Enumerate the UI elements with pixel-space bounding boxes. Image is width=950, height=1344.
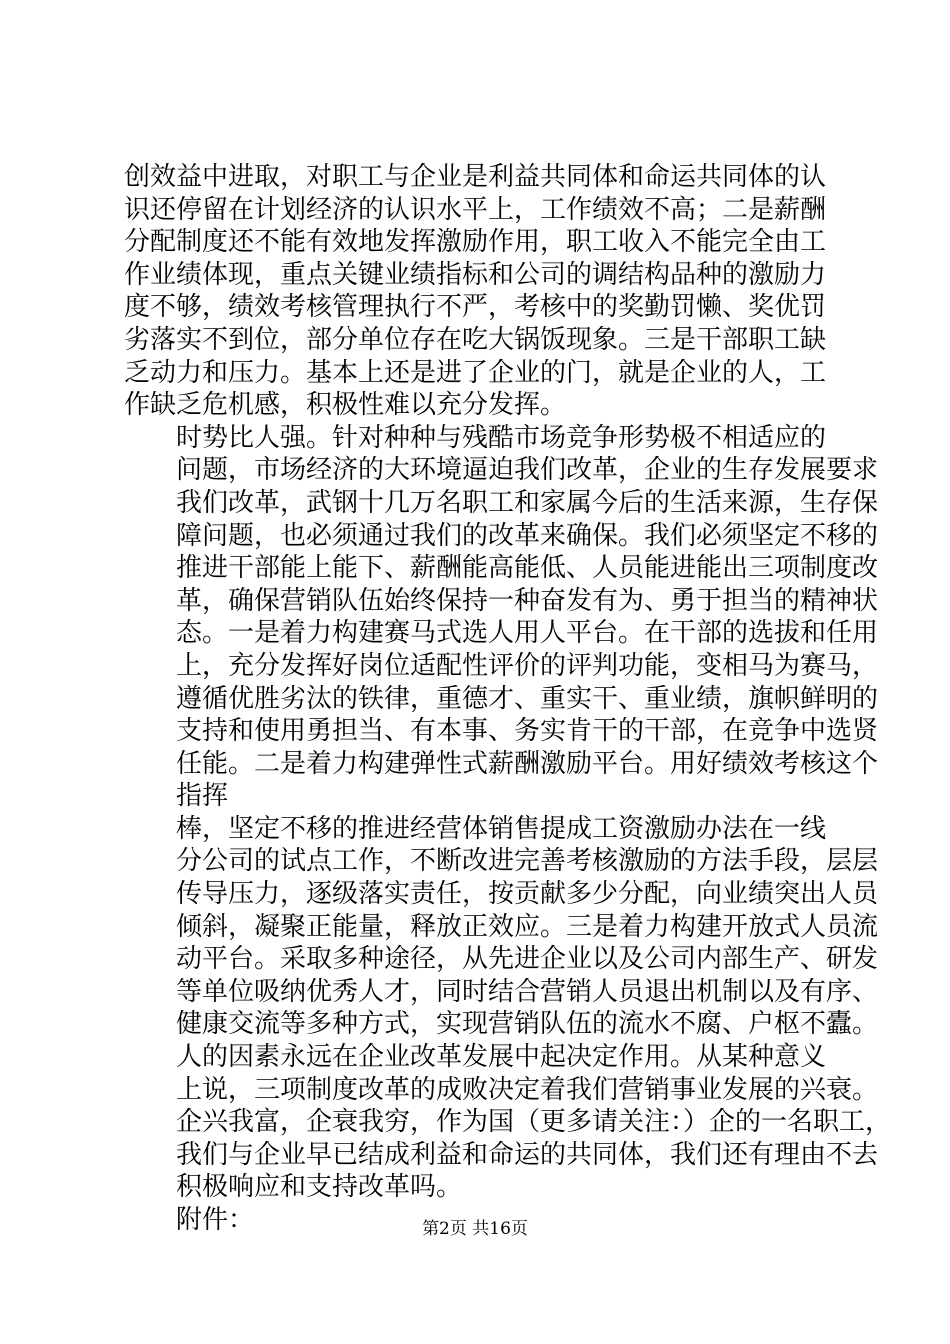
text-line: 态。一是着力构建赛马式选人用人平台。在干部的选拔和任用 xyxy=(176,618,879,649)
text-line: 遵循优胜劣汰的铁律，重德才、重实干、重业绩，旗帜鲜明的 xyxy=(176,683,879,714)
text-line: 任能。二是着力构建弹性式薪酬激励平台。用好绩效考核这个 xyxy=(176,748,879,779)
text-line: 劣落实不到位，部分单位存在吃大锅饭现象。三是干部职工缺 xyxy=(124,324,827,355)
text-line: 企兴我富，企衰我穷，作为国（更多请关注：）企的一名职工， xyxy=(176,1107,892,1138)
text-line: 上，充分发挥好岗位适配性评价的评判功能，变相马为赛马， xyxy=(176,650,879,681)
text-line: 作业绩体现，重点关键业绩指标和公司的调结构品种的激励力 xyxy=(124,259,827,290)
text-line: 时势比人强。针对种种与残酷市场竞争形势极不相适应的 xyxy=(176,422,827,453)
document-body xyxy=(124,161,892,1237)
paragraph-4 xyxy=(124,1041,892,1204)
text-line: 附件： xyxy=(176,1205,255,1235)
text-line: 革，确保营销队伍始终保持一种奋发有为、勇于担当的精神状 xyxy=(176,585,879,616)
text-line: 支持和使用勇担当、有本事、务实肯干的干部，在竞争中选贤 xyxy=(176,716,879,747)
text-line: 等单位吸纳优秀人才，同时结合营销人员退出机制以及有序、 xyxy=(176,976,879,1007)
text-line: 创效益中进取，对职工与企业是利益共同体和命运共同体的认 xyxy=(124,162,827,192)
text-line: 健康交流等多种方式，实现营销队伍的流水不腐、户枢不蠹。 xyxy=(176,1009,879,1040)
text-line: 指挥 xyxy=(176,781,229,812)
text-line: 推进干部能上能下、薪酬能高能低、人员能进能出三项制度改 xyxy=(176,553,879,584)
text-line: 我们与企业早已结成利益和命运的共同体，我们还有理由不去 xyxy=(176,1139,879,1170)
text-line: 动平台。采取多种途径，从先进企业以及公司内部生产、研发 xyxy=(176,944,879,975)
text-line: 度不够，绩效考核管理执行不严，考核中的奖勤罚懒、奖优罚 xyxy=(124,292,827,323)
paragraph-3 xyxy=(124,813,879,1041)
text-line: 识还停留在计划经济的认识水平上，工作绩效不高；二是薪酬 xyxy=(124,194,827,225)
text-line: 作缺乏危机感，积极性难以充分发挥。 xyxy=(124,390,567,421)
text-line: 人的因素永远在企业改革发展中起决定作用。从某种意义 xyxy=(176,1042,827,1073)
text-line: 上说，三项制度改革的成败决定着我们营销事业发展的兴衰。 xyxy=(176,1074,879,1105)
text-line: 传导压力，逐级落实责任，按贡献多少分配，向业绩突出人员 xyxy=(176,879,879,910)
text-line: 障问题，也必须通过我们的改革来确保。我们必须坚定不移的 xyxy=(176,520,879,551)
text-line: 问题，市场经济的大环境逼迫我们改革，企业的生存发展要求 xyxy=(176,455,879,486)
text-line: 分公司的试点工作，不断改进完善考核激励的方法手段，层层 xyxy=(176,846,879,877)
text-line: 我们改革，武钢十几万名职工和家属今后的生活来源，生存保 xyxy=(176,487,879,518)
paragraph-1 xyxy=(124,161,834,422)
text-line: 倾斜，凝聚正能量，释放正效应。三是着力构建开放式人员流 xyxy=(176,911,879,942)
page-number-footer: 第2页 共16页 xyxy=(422,1219,528,1239)
text-line: 乏动力和压力。基本上还是进了企业的门，就是企业的人，工 xyxy=(124,357,827,388)
paragraph-2 xyxy=(124,422,879,813)
text-line: 分配制度还不能有效地发挥激励作用，职工收入不能完全由工 xyxy=(124,227,827,258)
text-line: 棒，坚定不移的推进经营体销售提成工资激励办法在一线 xyxy=(176,813,827,844)
text-line: 积极响应和支持改革吗。 xyxy=(176,1172,463,1203)
